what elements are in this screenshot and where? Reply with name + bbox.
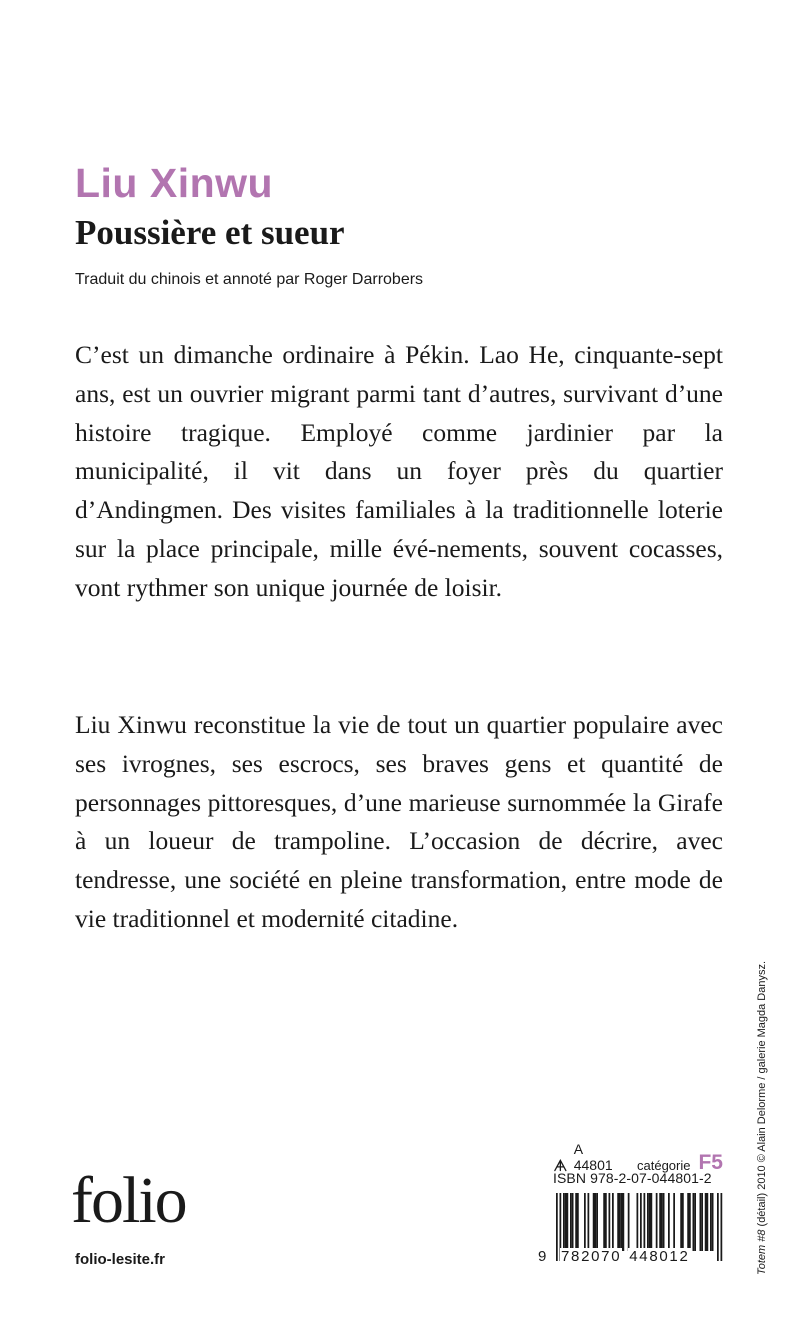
barcode-bar [623, 1193, 625, 1251]
barcode-bar [689, 1193, 691, 1251]
edition-code: A 44801 [573, 1141, 613, 1173]
cover-photo-credit [756, 961, 768, 1275]
barcode-bar [701, 1193, 703, 1251]
folio-logo: folio [71, 1164, 186, 1237]
barcode-bar [705, 1193, 707, 1251]
barcode-bar [563, 1193, 565, 1251]
barcode-bar [693, 1193, 695, 1251]
barcode-bar [656, 1193, 658, 1251]
barcode-digits-right: 448012 [629, 1248, 690, 1265]
credit-rest: (détail) 2010 © Alain Delorme / galerie Magda Danysz. [756, 960, 768, 1230]
barcode-bar [680, 1193, 682, 1251]
edition-code-line [553, 1141, 723, 1173]
barcode-bar [700, 1193, 702, 1251]
barcode-bar [617, 1193, 619, 1251]
barcode-bar [567, 1193, 569, 1251]
barcode-bar [621, 1193, 623, 1251]
credit-work: Totem #8 [756, 1229, 768, 1275]
barcode-bar [570, 1193, 572, 1251]
barcode-digit-first: 9 [538, 1248, 547, 1265]
barcode-bar [605, 1193, 607, 1251]
barcode-bar [609, 1193, 611, 1251]
barcode-bar [661, 1193, 663, 1251]
category-code: F5 [698, 1151, 723, 1174]
barcode-bar [673, 1193, 675, 1251]
category-label: catégorie [637, 1158, 691, 1173]
isbn: ISBN 978-2-07-044801-2 [553, 1170, 712, 1186]
barcode-bar [649, 1193, 651, 1251]
barcode-bar [707, 1193, 709, 1251]
barcode-bar [628, 1193, 630, 1251]
barcode-bar [593, 1193, 595, 1251]
barcode-bar [663, 1193, 665, 1251]
barcode-digits-left: 782070 [561, 1248, 622, 1265]
barcode-bar [659, 1193, 661, 1251]
barcode-bar [595, 1193, 597, 1251]
barcode-bar [572, 1193, 574, 1251]
barcode-bar [596, 1193, 598, 1251]
barcode-bar [712, 1193, 714, 1251]
barcode-bar [612, 1193, 614, 1251]
barcode-bar [619, 1193, 621, 1251]
barcode-bar [575, 1193, 577, 1251]
barcode-bar [647, 1193, 649, 1251]
barcode-bar [694, 1193, 696, 1251]
barcode-bar [682, 1193, 684, 1251]
barcode-bar [687, 1193, 689, 1251]
barcode-bar [651, 1193, 653, 1251]
author-name: Liu Xinwu [75, 160, 274, 206]
barcode-bar [588, 1193, 590, 1251]
barcode-bar [577, 1193, 579, 1251]
blurb-paragraph-2: Liu Xinwu reconstitue la vie de tout un quartier populaire avec ses ivrognes, ses escrocs, ses braves gens et quantité de personnages pittoresques, d’une marieuse surnommée la Girafe à un loueur de trampoline. L’occasion de décrire, avec tendresse, une société en pleine transformation, entre mode de vie traditionnel et modernité citadine. [75, 710, 723, 933]
barcode-digits [538, 1248, 724, 1265]
barcode [538, 1193, 724, 1273]
barcode-bar [644, 1193, 646, 1251]
barcode-bar [668, 1193, 670, 1251]
translator-credit: Traduit du chinois et annoté par Roger Darrobers [75, 271, 424, 288]
book-title: Poussière et sueur [75, 213, 345, 252]
barcode-bar [565, 1193, 567, 1251]
website-link[interactable]: folio-lesite.fr [75, 1251, 166, 1268]
barcode-bar [584, 1193, 586, 1251]
barcode-bar [603, 1193, 605, 1251]
blurb-paragraph-1: C’est un dimanche ordinaire à Pékin. Lao He, cinquante-sept ans, est un ouvrier migrant parmi tant d’autres, survivant d’une histoire tragique. Employé comme jardinier par la municipalité, il vit dans un foyer près du quartier d’Andingmen. Des visites familiales à la traditionnelle loterie sur la place principale, mille évé-nements, souvent cocasses, vont rythmer son unique journée de loisir. [75, 340, 723, 602]
barcode-bar [710, 1193, 712, 1251]
